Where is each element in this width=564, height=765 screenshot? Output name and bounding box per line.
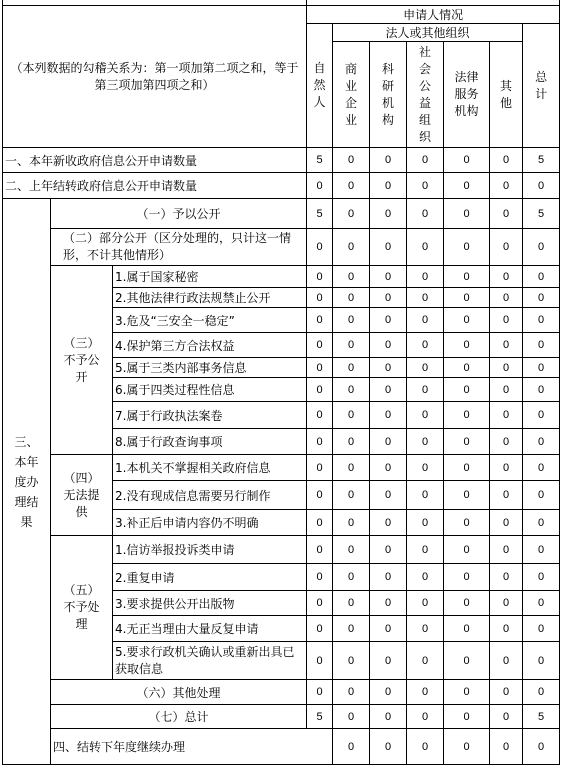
count-cell: 0 (444, 173, 490, 199)
count-cell: 5 (307, 705, 333, 729)
count-cell: 0 (490, 229, 523, 266)
count-cell: 0 (523, 455, 560, 481)
group-not-disclosed-label: （三）不予公开 (51, 266, 113, 455)
count-cell: 0 (444, 199, 490, 229)
count-cell: 0 (370, 308, 407, 333)
count-cell: 0 (307, 333, 333, 358)
count-cell: 0 (490, 616, 523, 642)
count-cell: 0 (407, 536, 444, 564)
count-cell: 0 (490, 266, 523, 288)
count-cell: 0 (370, 429, 407, 455)
row-label: 3.要求提供公开出版物 (113, 591, 307, 616)
count-cell: 0 (444, 591, 490, 616)
count-cell: 0 (333, 680, 370, 705)
count-cell: 0 (407, 288, 444, 308)
count-cell: 0 (333, 729, 370, 765)
count-cell: 5 (307, 199, 333, 229)
count-cell: 0 (307, 266, 333, 288)
disclosure-table (2, 0, 560, 765)
count-cell: 0 (407, 510, 444, 536)
count-cell: 0 (407, 616, 444, 642)
row-disclosed (3, 199, 560, 229)
count-cell: 0 (307, 642, 333, 680)
count-cell: 0 (490, 429, 523, 455)
row-label: （七）总计 (51, 705, 307, 729)
row-carried-over (3, 173, 560, 199)
count-cell: 0 (307, 481, 333, 510)
row-label: 3.危及“三安全一稳定” (113, 308, 307, 333)
row-carry-forward (3, 729, 560, 765)
row-label: （一）予以公开 (51, 199, 307, 229)
count-cell: 0 (333, 229, 370, 266)
count-cell: 5 (307, 148, 333, 173)
count-cell: 0 (523, 729, 560, 765)
count-cell: 0 (490, 642, 523, 680)
count-cell: 0 (444, 510, 490, 536)
count-cell: 0 (490, 564, 523, 591)
count-cell: 0 (307, 288, 333, 308)
count-cell: 0 (333, 455, 370, 481)
col-head-research: 科研机构 (370, 42, 407, 148)
count-cell: 0 (523, 358, 560, 378)
count-cell: 0 (333, 536, 370, 564)
count-cell: 0 (444, 705, 490, 729)
row-label: 四、结转下年度继续办理 (51, 729, 333, 765)
count-cell: 0 (370, 288, 407, 308)
count-cell: 0 (307, 308, 333, 333)
count-cell: 0 (307, 564, 333, 591)
count-cell: 0 (523, 616, 560, 642)
header-applicant-group: 申请人情况 (307, 6, 560, 24)
count-cell: 0 (407, 402, 444, 429)
count-cell: 0 (523, 429, 560, 455)
count-cell: 0 (307, 536, 333, 564)
count-cell: 0 (490, 705, 523, 729)
count-cell: 0 (370, 536, 407, 564)
count-cell: 0 (444, 266, 490, 288)
count-cell: 0 (370, 510, 407, 536)
count-cell: 0 (444, 616, 490, 642)
row-label: 5.属于三类内部事务信息 (113, 358, 307, 378)
count-cell: 0 (407, 429, 444, 455)
row-not-processed-1 (3, 536, 560, 564)
count-cell: 0 (444, 642, 490, 680)
row-label: 7.属于行政执法案卷 (113, 402, 307, 429)
count-cell: 0 (333, 148, 370, 173)
document-area (2, 0, 560, 765)
count-cell: 0 (407, 148, 444, 173)
count-cell: 0 (307, 378, 333, 402)
count-cell: 0 (490, 510, 523, 536)
count-cell: 0 (407, 229, 444, 266)
count-cell: 0 (307, 616, 333, 642)
count-cell: 0 (490, 173, 523, 199)
count-cell: 0 (370, 455, 407, 481)
count-cell: 0 (490, 288, 523, 308)
count-cell: 0 (370, 199, 407, 229)
row-label: （六）其他处理 (51, 680, 307, 705)
count-cell: 0 (444, 455, 490, 481)
row-label: 2.其他法律行政法规禁止公开 (113, 288, 307, 308)
count-cell: 0 (307, 429, 333, 455)
count-cell: 0 (307, 680, 333, 705)
count-cell: 0 (444, 402, 490, 429)
count-cell: 0 (407, 308, 444, 333)
count-cell: 0 (333, 616, 370, 642)
count-cell: 0 (370, 481, 407, 510)
count-cell: 0 (490, 308, 523, 333)
count-cell: 0 (333, 266, 370, 288)
count-cell: 0 (490, 402, 523, 429)
count-cell: 0 (490, 358, 523, 378)
row-unavailable-1 (3, 455, 560, 481)
count-cell: 0 (307, 229, 333, 266)
group-not-processed-label: （五）不予处理 (51, 536, 113, 680)
count-cell: 0 (333, 510, 370, 536)
count-cell: 0 (370, 591, 407, 616)
count-cell: 0 (407, 266, 444, 288)
row-label: 1.属于国家秘密 (113, 266, 307, 288)
count-cell: 0 (333, 358, 370, 378)
count-cell: 0 (523, 591, 560, 616)
count-cell: 0 (523, 229, 560, 266)
count-cell: 0 (490, 455, 523, 481)
count-cell: 0 (444, 536, 490, 564)
count-cell: 0 (523, 266, 560, 288)
count-cell: 0 (307, 402, 333, 429)
col-head-legal-service: 法律服务机构 (444, 42, 490, 148)
count-cell: 0 (490, 333, 523, 358)
col-head-other: 其他 (490, 42, 523, 148)
count-cell: 0 (407, 564, 444, 591)
count-cell: 0 (523, 402, 560, 429)
count-cell: 0 (307, 358, 333, 378)
count-cell: 0 (523, 481, 560, 510)
count-cell: 0 (370, 173, 407, 199)
count-cell: 0 (333, 642, 370, 680)
count-cell: 0 (523, 173, 560, 199)
row-label: 4.无正当理由大量反复申请 (113, 616, 307, 642)
row-partially-disclosed (3, 229, 560, 266)
count-cell: 0 (490, 378, 523, 402)
header-org-group: 法人或其他组织 (333, 24, 523, 42)
row-label: 4.保护第三方合法权益 (113, 333, 307, 358)
count-cell: 0 (333, 288, 370, 308)
count-cell: 0 (333, 564, 370, 591)
count-cell: 0 (407, 358, 444, 378)
row-label: 8.属于行政查询事项 (113, 429, 307, 455)
count-cell: 0 (523, 378, 560, 402)
count-cell: 0 (444, 481, 490, 510)
count-cell: 0 (407, 455, 444, 481)
row-label: 一、本年新收政府信息公开申请数量 (3, 148, 307, 173)
count-cell: 0 (370, 402, 407, 429)
row-label: 5.要求行政机关确认或重新出具已获取信息 (113, 642, 307, 680)
count-cell: 5 (523, 705, 560, 729)
count-cell: 0 (490, 481, 523, 510)
count-cell: 0 (370, 616, 407, 642)
count-cell: 0 (490, 536, 523, 564)
count-cell: 5 (523, 148, 560, 173)
count-cell: 0 (523, 680, 560, 705)
count-cell: 0 (370, 358, 407, 378)
count-cell: 0 (490, 148, 523, 173)
count-cell: 0 (407, 481, 444, 510)
row-label: 1.本机关不掌握相关政府信息 (113, 455, 307, 481)
count-cell: 0 (407, 729, 444, 765)
count-cell: 0 (333, 378, 370, 402)
header-note: （本列数据的勾稽关系为：第一项加第二项之和，等于第三项加第四项之和） (3, 6, 307, 148)
col-head-total: 总计 (523, 24, 560, 148)
count-cell: 0 (407, 705, 444, 729)
row-other-handling (3, 680, 560, 705)
count-cell: 0 (407, 199, 444, 229)
count-cell: 0 (490, 729, 523, 765)
col-head-natural-person: 自然人 (307, 24, 333, 148)
count-cell: 0 (444, 378, 490, 402)
count-cell: 0 (333, 705, 370, 729)
count-cell: 5 (523, 199, 560, 229)
count-cell: 0 (307, 173, 333, 199)
count-cell: 0 (444, 308, 490, 333)
count-cell: 0 (523, 308, 560, 333)
group-unavailable-label: （四）无法提供 (51, 455, 113, 536)
count-cell: 0 (490, 199, 523, 229)
count-cell: 0 (370, 705, 407, 729)
count-cell: 0 (307, 510, 333, 536)
col-head-business: 商业企业 (333, 42, 370, 148)
count-cell: 0 (333, 591, 370, 616)
row-label: 3.补正后申请内容仍不明确 (113, 510, 307, 536)
count-cell: 0 (370, 266, 407, 288)
count-cell: 0 (333, 308, 370, 333)
count-cell: 0 (444, 358, 490, 378)
count-cell: 0 (444, 288, 490, 308)
count-cell: 0 (523, 642, 560, 680)
count-cell: 0 (444, 729, 490, 765)
count-cell: 0 (407, 333, 444, 358)
count-cell: 0 (444, 333, 490, 358)
count-cell: 0 (370, 148, 407, 173)
count-cell: 0 (444, 680, 490, 705)
count-cell: 0 (333, 429, 370, 455)
count-cell: 0 (370, 333, 407, 358)
count-cell: 0 (307, 591, 333, 616)
count-cell: 0 (333, 199, 370, 229)
count-cell: 0 (407, 680, 444, 705)
count-cell: 0 (333, 481, 370, 510)
row-label: 2.重复申请 (113, 564, 307, 591)
section-three-label: 三、本年度办理结果 (3, 199, 51, 765)
count-cell: 0 (444, 229, 490, 266)
count-cell: 0 (444, 564, 490, 591)
count-cell: 0 (444, 429, 490, 455)
col-head-public-welfare: 社会公益组织 (407, 42, 444, 148)
count-cell: 0 (407, 378, 444, 402)
row-label: 二、上年结转政府信息公开申请数量 (3, 173, 307, 199)
count-cell: 0 (490, 591, 523, 616)
count-cell: 0 (370, 378, 407, 402)
count-cell: 0 (523, 564, 560, 591)
row-label: （二）部分公开（区分处理的，只计这一情形，不计其他情形） (51, 229, 307, 266)
count-cell: 0 (407, 173, 444, 199)
row-subtotal (3, 705, 560, 729)
count-cell: 0 (523, 536, 560, 564)
count-cell: 0 (333, 173, 370, 199)
count-cell: 0 (407, 642, 444, 680)
count-cell: 0 (333, 402, 370, 429)
count-cell: 0 (490, 680, 523, 705)
count-cell: 0 (370, 564, 407, 591)
row-label: 6.属于四类过程性信息 (113, 378, 307, 402)
count-cell: 0 (370, 642, 407, 680)
count-cell: 0 (523, 288, 560, 308)
count-cell: 0 (523, 333, 560, 358)
row-not-disclosed-1 (3, 266, 560, 288)
header-row-1 (3, 6, 560, 24)
count-cell: 0 (370, 680, 407, 705)
row-label: 2.没有现成信息需要另行制作 (113, 481, 307, 510)
count-cell: 0 (444, 148, 490, 173)
count-cell: 0 (407, 591, 444, 616)
row-new-requests (3, 148, 560, 173)
count-cell: 0 (307, 455, 333, 481)
row-label: 1.信访举报投诉类申请 (113, 536, 307, 564)
count-cell: 0 (370, 229, 407, 266)
count-cell: 0 (370, 729, 407, 765)
count-cell: 0 (333, 333, 370, 358)
count-cell: 0 (523, 510, 560, 536)
